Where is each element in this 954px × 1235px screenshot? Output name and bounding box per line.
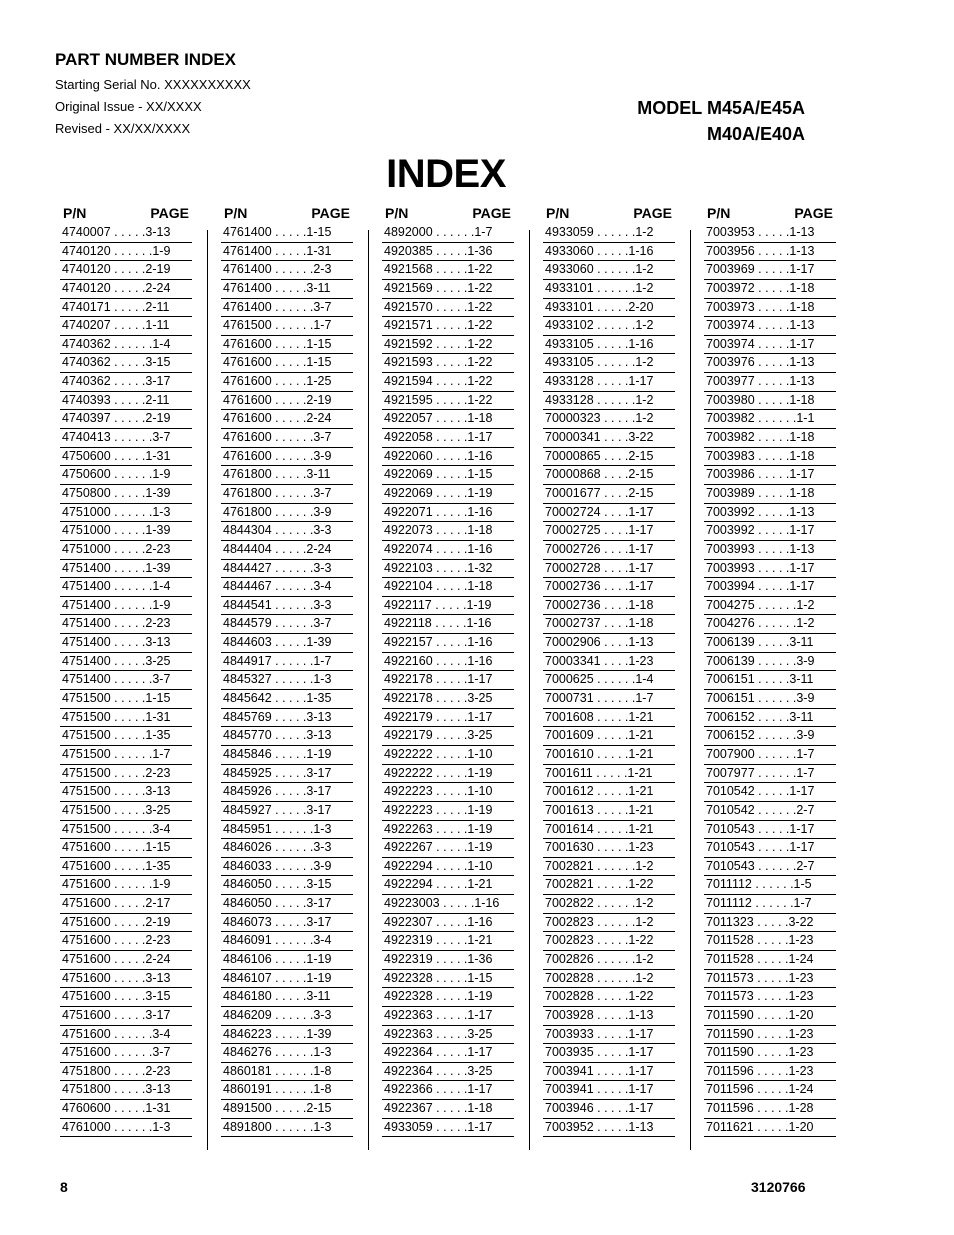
index-entry: 4922363 . . . . .3-25 [382, 1026, 514, 1045]
model-line-1: MODEL M45A/E45A [637, 98, 805, 118]
index-entry: 7003953 . . . . .1-13 [704, 224, 836, 243]
index-entry: 7011528 . . . . .1-24 [704, 951, 836, 970]
index-entry: 4761600 . . . . .1-15 [221, 336, 353, 355]
index-entry: 70000341 . . . .3-22 [543, 429, 675, 448]
index-entry: 4846223 . . . . .1-39 [221, 1026, 353, 1045]
index-entry: 7010543 . . . . . .2-7 [704, 858, 836, 877]
index-entry: 4751800 . . . . .2-23 [60, 1063, 192, 1082]
index-entry: 4761400 . . . . .1-15 [221, 224, 353, 243]
index-entry: 4922069 . . . . .1-15 [382, 466, 514, 485]
page-header: PAGE [311, 205, 350, 221]
index-entry: 4761600 . . . . . .3-7 [221, 429, 353, 448]
index-entry: 7003993 . . . . .1-13 [704, 541, 836, 560]
column-divider [368, 230, 369, 1150]
index-entry: 4922179 . . . . .3-25 [382, 727, 514, 746]
index-entry: 7003982 . . . . .1-18 [704, 429, 836, 448]
index-entry: 7010543 . . . . .1-17 [704, 821, 836, 840]
page-header: PAGE [150, 205, 189, 221]
index-entry: 4740120 . . . . .2-24 [60, 280, 192, 299]
index-entry: 70002725 . . . .1-17 [543, 522, 675, 541]
index-entry: 4740007 . . . . .3-13 [60, 224, 192, 243]
index-entry: 4844603 . . . . .1-39 [221, 634, 353, 653]
index-entry: 7004276 . . . . . .1-2 [704, 615, 836, 634]
pn-header: P/N [546, 205, 570, 221]
index-entry: 7002823 . . . . . .1-2 [543, 914, 675, 933]
index-entry: 4845925 . . . . .3-17 [221, 765, 353, 784]
index-entry: 7011573 . . . . .1-23 [704, 988, 836, 1007]
pn-header: P/N [63, 205, 87, 221]
index-entry: 7002828 . . . . .1-22 [543, 988, 675, 1007]
column-header [221, 202, 353, 224]
index-entry: 4845846 . . . . .1-19 [221, 746, 353, 765]
index-entry: 4921594 . . . . .1-22 [382, 373, 514, 392]
page-title: INDEX [386, 152, 506, 196]
index-entry: 7003994 . . . . .1-17 [704, 578, 836, 597]
index-entry: 7007900 . . . . . .1-7 [704, 746, 836, 765]
index-entry: 4846073 . . . . .3-17 [221, 914, 353, 933]
index-entry: 7003928 . . . . .1-13 [543, 1007, 675, 1026]
index-entry: 4933128 . . . . .1-17 [543, 373, 675, 392]
index-entry: 4922367 . . . . .1-18 [382, 1100, 514, 1119]
index-entry: 7002823 . . . . .1-22 [543, 932, 675, 951]
index-entry: 70001677 . . . .2-15 [543, 485, 675, 504]
index-entry: 4922307 . . . . .1-16 [382, 914, 514, 933]
pn-header: P/N [707, 205, 731, 221]
index-entry: 7010543 . . . . .1-17 [704, 839, 836, 858]
index-entry: 4740362 . . . . .3-17 [60, 373, 192, 392]
part-number-index-title: PART NUMBER INDEX [55, 50, 237, 69]
index-entry: 70002736 . . . .1-18 [543, 597, 675, 616]
index-entry: 7006139 . . . . .3-11 [704, 634, 836, 653]
column-header [543, 202, 675, 224]
index-entry: 4845926 . . . . .3-17 [221, 783, 353, 802]
index-entry: 4751500 . . . . .1-31 [60, 709, 192, 728]
index-entry: 7011528 . . . . .1-23 [704, 932, 836, 951]
index-column-1 [60, 202, 192, 1137]
pn-header: P/N [385, 205, 409, 221]
index-entry: 4845327 . . . . . .1-3 [221, 671, 353, 690]
index-entry: 4751600 . . . . . .3-4 [60, 1026, 192, 1045]
index-entry: 7002826 . . . . . .1-2 [543, 951, 675, 970]
index-entry: 7003935 . . . . .1-17 [543, 1044, 675, 1063]
index-entry: 4844541 . . . . . .3-3 [221, 597, 353, 616]
index-entry: 7011323 . . . . .3-22 [704, 914, 836, 933]
pn-header: P/N [224, 205, 248, 221]
index-entry: 4751600 . . . . .2-17 [60, 895, 192, 914]
index-entry: 4751500 . . . . .1-15 [60, 690, 192, 709]
index-entry: 4751600 . . . . .1-15 [60, 839, 192, 858]
index-entry: 70002736 . . . .1-17 [543, 578, 675, 597]
index-entry: 4860191 . . . . . .1-8 [221, 1081, 353, 1100]
index-entry: 4740413 . . . . . .3-7 [60, 429, 192, 448]
index-entry: 4920385 . . . . .1-36 [382, 243, 514, 262]
index-entry: 4751400 . . . . . .1-4 [60, 578, 192, 597]
index-entry: 4921569 . . . . .1-22 [382, 280, 514, 299]
index-entry: 4740362 . . . . .3-15 [60, 354, 192, 373]
index-entry: 4751400 . . . . .3-25 [60, 653, 192, 672]
index-entry: 4922366 . . . . .1-17 [382, 1081, 514, 1100]
index-entry: 7011596 . . . . .1-28 [704, 1100, 836, 1119]
index-entry: 4922319 . . . . .1-21 [382, 932, 514, 951]
index-entry: 7011590 . . . . .1-23 [704, 1044, 836, 1063]
index-entry: 7003974 . . . . .1-17 [704, 336, 836, 355]
index-entry: 4922267 . . . . .1-19 [382, 839, 514, 858]
index-entry: 4922071 . . . . .1-16 [382, 504, 514, 523]
index-entry: 7003976 . . . . .1-13 [704, 354, 836, 373]
index-entry: 4845642 . . . . .1-35 [221, 690, 353, 709]
index-entry: 4846050 . . . . .3-17 [221, 895, 353, 914]
index-entry: 4922263 . . . . .1-19 [382, 821, 514, 840]
index-entry: 4751600 . . . . .3-15 [60, 988, 192, 1007]
index-entry: 4751600 . . . . .1-35 [60, 858, 192, 877]
index-entry: 4892000 . . . . . .1-7 [382, 224, 514, 243]
index-entry: 7003952 . . . . .1-13 [543, 1119, 675, 1138]
index-entry: 4740393 . . . . .2-11 [60, 392, 192, 411]
index-entry: 4921568 . . . . .1-22 [382, 261, 514, 280]
index-entry: 7003974 . . . . .1-13 [704, 317, 836, 336]
index-entry: 4921593 . . . . .1-22 [382, 354, 514, 373]
index-entry: 7003933 . . . . .1-17 [543, 1026, 675, 1045]
index-entry: 7003946 . . . . .1-17 [543, 1100, 675, 1119]
index-entry: 7002828 . . . . . .1-2 [543, 970, 675, 989]
index-entry: 4844427 . . . . . .3-3 [221, 560, 353, 579]
index-entry: 4846107 . . . . .1-19 [221, 970, 353, 989]
index-entry: 7000731 . . . . . .1-7 [543, 690, 675, 709]
index-entry: 4845769 . . . . .3-13 [221, 709, 353, 728]
index-entry: 4933102 . . . . . .1-2 [543, 317, 675, 336]
index-entry: 4933101 . . . . . .1-2 [543, 280, 675, 299]
index-entry: 4845927 . . . . .3-17 [221, 802, 353, 821]
index-entry: 4922118 . . . . .1-16 [382, 615, 514, 634]
index-entry: 4846106 . . . . .1-19 [221, 951, 353, 970]
index-entry: 7011596 . . . . .1-23 [704, 1063, 836, 1082]
index-entry: 4740171 . . . . .2-11 [60, 299, 192, 318]
index-entry: 4933101 . . . . .2-20 [543, 299, 675, 318]
index-entry: 4760600 . . . . .1-31 [60, 1100, 192, 1119]
index-entry: 7003941 . . . . .1-17 [543, 1081, 675, 1100]
index-entry: 4751000 . . . . .2-23 [60, 541, 192, 560]
index-entry: 4751600 . . . . .3-13 [60, 970, 192, 989]
index-entry: 7001608 . . . . .1-21 [543, 709, 675, 728]
index-entry: 4761600 . . . . .1-15 [221, 354, 353, 373]
index-column-5 [704, 202, 836, 1137]
index-entry: 4751500 . . . . .1-35 [60, 727, 192, 746]
index-entry: 7003983 . . . . .1-18 [704, 448, 836, 467]
index-entry: 7003973 . . . . .1-18 [704, 299, 836, 318]
index-entry: 4933128 . . . . . .1-2 [543, 392, 675, 411]
revised-line: Revised - XX/XX/XXXX [55, 121, 191, 136]
index-entry: 4761600 . . . . . .3-9 [221, 448, 353, 467]
index-entry: 4751600 . . . . .2-19 [60, 914, 192, 933]
starting-serial-line: Starting Serial No. XXXXXXXXXX [55, 77, 251, 92]
index-entry: 4846033 . . . . . .3-9 [221, 858, 353, 877]
index-entry: 7003992 . . . . .1-17 [704, 522, 836, 541]
index-column-2 [221, 202, 353, 1137]
index-entry: 4922057 . . . . .1-18 [382, 410, 514, 429]
index-entry: 70002724 . . . .1-17 [543, 504, 675, 523]
index-entry: 7003993 . . . . .1-17 [704, 560, 836, 579]
index-entry: 7003969 . . . . .1-17 [704, 261, 836, 280]
index-entry: 7011112 . . . . . .1-5 [704, 876, 836, 895]
column-divider [207, 230, 208, 1150]
index-entry: 4751500 . . . . .2-23 [60, 765, 192, 784]
index-entry: 4751800 . . . . .3-13 [60, 1081, 192, 1100]
index-entry: 7003986 . . . . .1-17 [704, 466, 836, 485]
index-entry: 7006152 . . . . .3-11 [704, 709, 836, 728]
index-entry: 4844304 . . . . . .3-3 [221, 522, 353, 541]
index-entry: 4922364 . . . . .1-17 [382, 1044, 514, 1063]
index-entry: 4846209 . . . . . .3-3 [221, 1007, 353, 1026]
index-column-4 [543, 202, 675, 1137]
index-entry: 70000323 . . . . .1-2 [543, 410, 675, 429]
index-entry: 7001630 . . . . .1-23 [543, 839, 675, 858]
index-entry: 4844917 . . . . . .1-7 [221, 653, 353, 672]
index-entry: 4751600 . . . . .2-23 [60, 932, 192, 951]
index-entry: 70002728 . . . .1-17 [543, 560, 675, 579]
index-entry: 4751600 . . . . .3-17 [60, 1007, 192, 1026]
index-entry: 4751600 . . . . .2-24 [60, 951, 192, 970]
index-entry: 4922069 . . . . .1-19 [382, 485, 514, 504]
page-number: 8 [60, 1179, 68, 1195]
index-entry: 7001611 . . . . .1-21 [543, 765, 675, 784]
column-header [382, 202, 514, 224]
page-header: PAGE [472, 205, 511, 221]
index-entry: 4740120 . . . . .2-19 [60, 261, 192, 280]
column-divider [529, 230, 530, 1150]
index-entry: 70000868 . . . .2-15 [543, 466, 675, 485]
index-entry: 7001613 . . . . .1-21 [543, 802, 675, 821]
index-entry: 4750600 . . . . . .1-9 [60, 466, 192, 485]
index-entry: 49223003 . . . . .1-16 [382, 895, 514, 914]
index-entry: 4922073 . . . . .1-18 [382, 522, 514, 541]
index-entry: 4751000 . . . . . .1-3 [60, 504, 192, 523]
index-entry: 4761600 . . . . .1-25 [221, 373, 353, 392]
index-entry: 7003989 . . . . .1-18 [704, 485, 836, 504]
index-entry: 4921592 . . . . .1-22 [382, 336, 514, 355]
index-entry: 7010542 . . . . .1-17 [704, 783, 836, 802]
index-entry: 4751500 . . . . . .1-7 [60, 746, 192, 765]
index-entry: 4761400 . . . . . .2-3 [221, 261, 353, 280]
index-entry: 7011590 . . . . .1-23 [704, 1026, 836, 1045]
index-entry: 7011621 . . . . .1-20 [704, 1119, 836, 1138]
index-entry: 7006139 . . . . . .3-9 [704, 653, 836, 672]
column-header [60, 202, 192, 224]
index-entry: 4761600 . . . . .2-19 [221, 392, 353, 411]
index-entry: 7001610 . . . . .1-21 [543, 746, 675, 765]
index-entry: 4922104 . . . . .1-18 [382, 578, 514, 597]
index-entry: 7006151 . . . . .3-11 [704, 671, 836, 690]
index-entry: 4761600 . . . . .2-24 [221, 410, 353, 429]
index-entry: 4933105 . . . . .1-16 [543, 336, 675, 355]
page-header: PAGE [794, 205, 833, 221]
index-entry: 4922328 . . . . .1-15 [382, 970, 514, 989]
index-entry: 4933105 . . . . . .1-2 [543, 354, 675, 373]
index-entry: 4922060 . . . . .1-16 [382, 448, 514, 467]
index-entry: 4761400 . . . . .1-31 [221, 243, 353, 262]
index-entry: 7004275 . . . . . .1-2 [704, 597, 836, 616]
index-entry: 4846050 . . . . .3-15 [221, 876, 353, 895]
column-header [704, 202, 836, 224]
document-number: 3120766 [751, 1179, 806, 1195]
index-entry: 4922160 . . . . .1-16 [382, 653, 514, 672]
index-entry: 70003341 . . . .1-23 [543, 653, 675, 672]
index-entry: 70002737 . . . .1-18 [543, 615, 675, 634]
index-entry: 7002822 . . . . . .1-2 [543, 895, 675, 914]
index-entry: 4922294 . . . . .1-21 [382, 876, 514, 895]
index-entry: 4891800 . . . . . .1-3 [221, 1119, 353, 1138]
index-entry: 4761000 . . . . . .1-3 [60, 1119, 192, 1138]
index-entry: 4751500 . . . . .3-13 [60, 783, 192, 802]
index-entry: 4921595 . . . . .1-22 [382, 392, 514, 411]
index-entry: 4922103 . . . . .1-32 [382, 560, 514, 579]
index-entry: 7003956 . . . . .1-13 [704, 243, 836, 262]
index-entry: 4922157 . . . . .1-16 [382, 634, 514, 653]
index-entry: 4751500 . . . . .3-25 [60, 802, 192, 821]
index-entry: 4750800 . . . . .1-39 [60, 485, 192, 504]
index-entry: 70002726 . . . .1-17 [543, 541, 675, 560]
index-entry: 7006152 . . . . . .3-9 [704, 727, 836, 746]
index-entry: 4751400 . . . . .1-39 [60, 560, 192, 579]
index-entry: 7003992 . . . . .1-13 [704, 504, 836, 523]
index-entry: 4761400 . . . . .3-11 [221, 280, 353, 299]
index-entry: 4750600 . . . . .1-31 [60, 448, 192, 467]
index-entry: 4922294 . . . . .1-10 [382, 858, 514, 877]
index-entry: 4922364 . . . . .3-25 [382, 1063, 514, 1082]
index-entry: 4761500 . . . . . .1-7 [221, 317, 353, 336]
index-entry: 4933059 . . . . . .1-2 [543, 224, 675, 243]
index-entry: 4921571 . . . . .1-22 [382, 317, 514, 336]
index-entry: 4740362 . . . . . .1-4 [60, 336, 192, 355]
index-entry: 4751500 . . . . . .3-4 [60, 821, 192, 840]
index-entry: 7007977 . . . . . .1-7 [704, 765, 836, 784]
index-entry: 4751600 . . . . . .1-9 [60, 876, 192, 895]
index-entry: 7006151 . . . . . .3-9 [704, 690, 836, 709]
index-entry: 4845951 . . . . . .1-3 [221, 821, 353, 840]
index-column-3 [382, 202, 514, 1137]
index-entry: 4922222 . . . . .1-19 [382, 765, 514, 784]
index-entry: 4751600 . . . . . .3-7 [60, 1044, 192, 1063]
index-entry: 4891500 . . . . .2-15 [221, 1100, 353, 1119]
index-entry: 7003977 . . . . .1-13 [704, 373, 836, 392]
index-entry: 4751400 . . . . .3-13 [60, 634, 192, 653]
index-entry: 7011596 . . . . .1-24 [704, 1081, 836, 1100]
index-entry: 4922117 . . . . .1-19 [382, 597, 514, 616]
index-entry: 4933060 . . . . . .1-2 [543, 261, 675, 280]
index-entry: 4751400 . . . . . .1-9 [60, 597, 192, 616]
index-entry: 4740207 . . . . .1-11 [60, 317, 192, 336]
index-entry: 4933059 . . . . .1-17 [382, 1119, 514, 1138]
index-entry: 4844404 . . . . .2-24 [221, 541, 353, 560]
index-entry: 4846180 . . . . .3-11 [221, 988, 353, 1007]
index-entry: 4922058 . . . . .1-17 [382, 429, 514, 448]
index-entry: 4922223 . . . . .1-19 [382, 802, 514, 821]
index-entry: 4740397 . . . . .2-19 [60, 410, 192, 429]
index-entry: 70000865 . . . .2-15 [543, 448, 675, 467]
index-entry: 4922363 . . . . .1-17 [382, 1007, 514, 1026]
index-entry: 4740120 . . . . . .1-9 [60, 243, 192, 262]
page-header: PAGE [633, 205, 672, 221]
index-entry: 70002906 . . . .1-13 [543, 634, 675, 653]
index-entry: 7003982 . . . . . .1-1 [704, 410, 836, 429]
index-entry: 7003980 . . . . .1-18 [704, 392, 836, 411]
index-entry: 7003972 . . . . .1-18 [704, 280, 836, 299]
index-entry: 4922328 . . . . .1-19 [382, 988, 514, 1007]
index-entry: 4921570 . . . . .1-22 [382, 299, 514, 318]
index-entry: 4751000 . . . . .1-39 [60, 522, 192, 541]
index-entry: 4933060 . . . . .1-16 [543, 243, 675, 262]
index-entry: 7011590 . . . . .1-20 [704, 1007, 836, 1026]
index-entry: 7011573 . . . . .1-23 [704, 970, 836, 989]
index-entry: 4761800 . . . . . .3-9 [221, 504, 353, 523]
index-entry: 7000625 . . . . . .1-4 [543, 671, 675, 690]
model-line-2: M40A/E40A [706, 124, 805, 144]
column-divider [690, 230, 691, 1150]
index-entry: 4922223 . . . . .1-10 [382, 783, 514, 802]
index-entry: 7002821 . . . . .1-22 [543, 876, 675, 895]
index-entry: 4922179 . . . . .1-17 [382, 709, 514, 728]
index-entry: 4922319 . . . . .1-36 [382, 951, 514, 970]
index-entry: 4761400 . . . . . .3-7 [221, 299, 353, 318]
original-issue-line: Original Issue - XX/XXXX [55, 99, 202, 114]
index-entry: 7001609 . . . . .1-21 [543, 727, 675, 746]
index-entry: 7002821 . . . . . .1-2 [543, 858, 675, 877]
index-entry: 7001612 . . . . .1-21 [543, 783, 675, 802]
index-entry: 4761800 . . . . .3-11 [221, 466, 353, 485]
index-entry: 4922074 . . . . .1-16 [382, 541, 514, 560]
index-entry: 4751400 . . . . .2-23 [60, 615, 192, 634]
index-entry: 4844579 . . . . . .3-7 [221, 615, 353, 634]
index-entry: 7011112 . . . . . .1-7 [704, 895, 836, 914]
index-entry: 7010542 . . . . . .2-7 [704, 802, 836, 821]
index-entry: 4922178 . . . . .1-17 [382, 671, 514, 690]
index-entry: 4846026 . . . . . .3-3 [221, 839, 353, 858]
index-entry: 4845770 . . . . .3-13 [221, 727, 353, 746]
index-entry: 7003941 . . . . .1-17 [543, 1063, 675, 1082]
index-entry: 4846091 . . . . . .3-4 [221, 932, 353, 951]
index-entry: 4844467 . . . . . .3-4 [221, 578, 353, 597]
index-entry: 4860181 . . . . . .1-8 [221, 1063, 353, 1082]
index-entry: 4846276 . . . . . .1-3 [221, 1044, 353, 1063]
index-entry: 4922178 . . . . .3-25 [382, 690, 514, 709]
index-entry: 4761800 . . . . . .3-7 [221, 485, 353, 504]
index-entry: 4751400 . . . . . .3-7 [60, 671, 192, 690]
index-entry: 4922222 . . . . .1-10 [382, 746, 514, 765]
index-entry: 7001614 . . . . .1-21 [543, 821, 675, 840]
